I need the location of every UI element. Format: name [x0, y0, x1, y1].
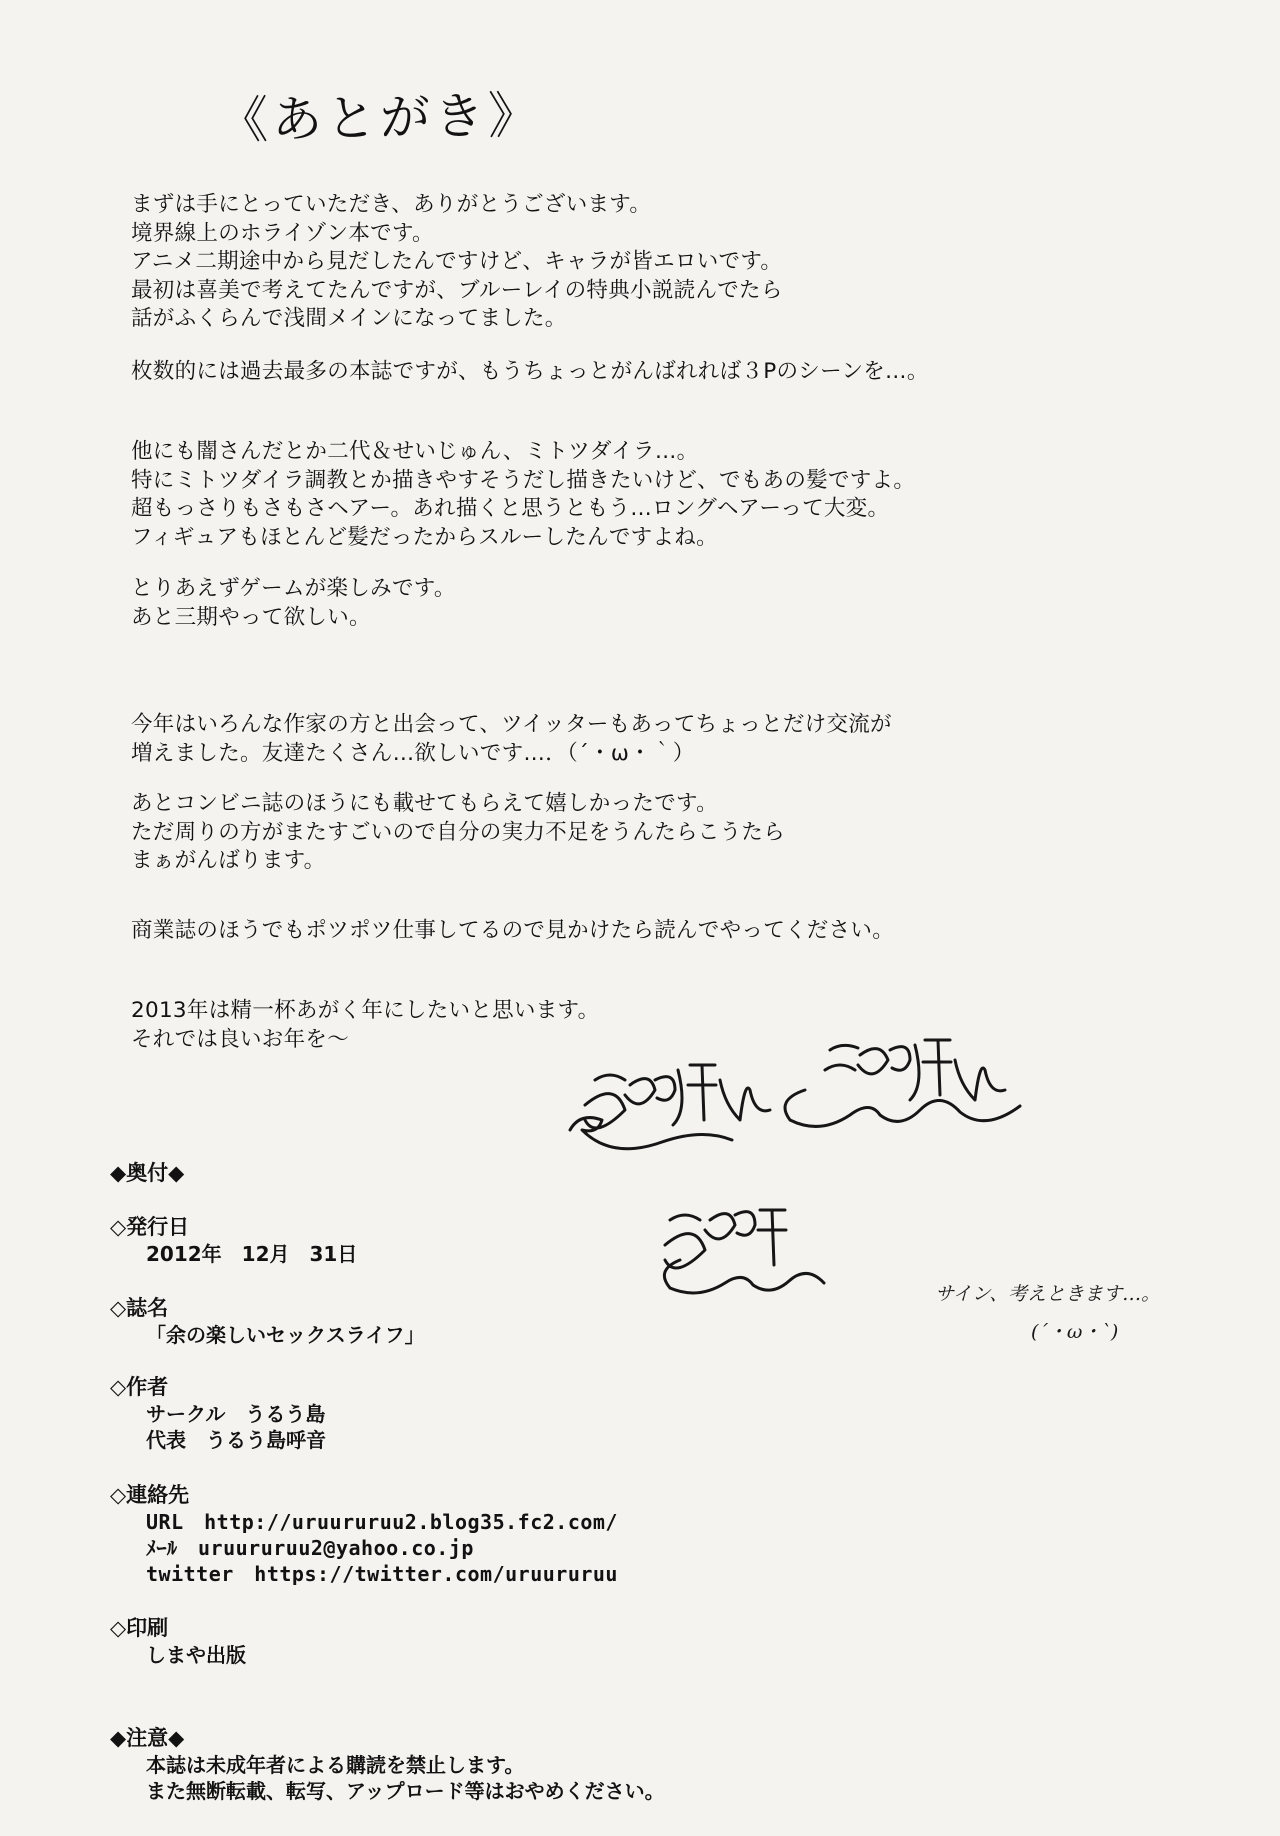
section-value: twitter https://twitter.com/uruururuu — [146, 1562, 618, 1586]
text-line: 2013年は精一杯あがく年にしたいと思います。 — [131, 998, 600, 1023]
section-value: 「余の楽しいセックスライフ」 — [146, 1323, 425, 1347]
text-line: 超もっさりもさもさヘアー。あれ描くと思うともう…ロングヘアーって大変。 — [131, 496, 890, 521]
page-title: 《あとがき》 — [217, 86, 543, 150]
paragraph — [131, 711, 1031, 768]
section-value: ﾒｰﾙ uruururuu2@yahoo.co.jp — [146, 1536, 474, 1560]
text-line: 商業誌のほうでもポツポツ仕事してるので見かけたら読んでやってください。 — [131, 917, 895, 943]
section-value: また無断転載、転写、アップロード等はおやめください。 — [146, 1779, 665, 1803]
text-line: 最初は喜美で考えてたんですが、ブルーレイの特典小説読んでたら — [131, 277, 783, 303]
section-value: 代表 うるう島呼音 — [146, 1428, 326, 1452]
colophon-heading: ◆奥付◆ — [110, 1161, 185, 1185]
section-value: サークル うるう島 — [146, 1402, 326, 1426]
text-line: 話がふくらんで浅間メインになってました。 — [131, 306, 567, 331]
text-line: 枚数的には過去最多の本誌ですが、もうちょっとがんばれれば３Pのシーンを…。 — [131, 358, 929, 384]
paragraph — [131, 191, 1031, 334]
text-line: あとコンビニ誌のほうにも載せてもらえて嬉しかったです。 — [131, 791, 718, 816]
section-label: ◆注意◆ — [110, 1726, 185, 1750]
paragraph — [131, 438, 1031, 552]
text-line: 他にも闇さんだとか二代＆せいじゅん、ミトツダイラ…。 — [131, 439, 699, 464]
handwritten-signatures — [560, 1010, 1260, 1310]
text-line: 今年はいろんな作家の方と出会って、ツイッターもあってちょっとだけ交流が — [131, 712, 892, 737]
text-line: ただ周りの方がまたすごいので自分の実力不足をうんたらこうたら — [131, 819, 786, 845]
handwritten-note-text: サイン、考えときます…。 — [935, 1283, 1161, 1305]
text-line: まぁがんばります。 — [131, 848, 326, 873]
section-value: しまや出版 — [146, 1643, 246, 1667]
text-line: まずは手にとっていただき、ありがとうございます。 — [131, 192, 652, 217]
signature-area — [560, 1010, 1260, 1310]
colophon-section-notice — [110, 1725, 665, 1804]
colophon-section-title — [110, 1295, 425, 1348]
afterword-body — [131, 191, 1031, 1054]
handwritten-note — [935, 1275, 1195, 1351]
paragraph — [131, 358, 1031, 387]
paragraph — [131, 917, 1031, 946]
text-line: それでは良いお年を～ — [131, 1026, 350, 1052]
section-value: URL http://uruururuu2.blog35.fc2.com/ — [146, 1510, 618, 1534]
colophon-section-printing — [110, 1615, 246, 1668]
text-line: 特にミトツダイラ調教とか描きやすそうだし描きたいけど、でもあの髪ですよ。 — [131, 467, 916, 493]
section-label: ◇誌名 — [110, 1296, 169, 1320]
text-line: アニメ二期途中から見だしたんですけど、キャラが皆エロいです。 — [131, 249, 783, 274]
section-label: ◇連絡先 — [110, 1483, 190, 1507]
section-label: ◇印刷 — [110, 1616, 169, 1640]
section-value: 本誌は未成年者による購読を禁止します。 — [146, 1753, 525, 1777]
section-label: ◇発行日 — [110, 1215, 190, 1239]
text-line: フィギュアもほとんど髪だったからスルーしたんですよね。 — [131, 524, 718, 550]
colophon-section-date — [110, 1214, 357, 1267]
section-label: ◇作者 — [110, 1375, 169, 1399]
text-line: とりあえずゲームが楽しみです。 — [131, 576, 456, 601]
colophon-section-author — [110, 1374, 326, 1453]
paragraph — [131, 575, 1031, 632]
text-line: あと三期やって欲しい。 — [131, 604, 371, 630]
section-value: 2012年 12月 31日 — [146, 1242, 358, 1266]
colophon-section-contact — [110, 1482, 618, 1587]
text-line: 境界線上のホライゾン本です。 — [131, 220, 434, 246]
handwritten-emoticon: (´・ω・`) — [1031, 1321, 1119, 1343]
paragraph — [131, 790, 1031, 876]
text-line: 増えました。友達たくさん…欲しいです…．（´・ω・｀） — [131, 740, 695, 766]
